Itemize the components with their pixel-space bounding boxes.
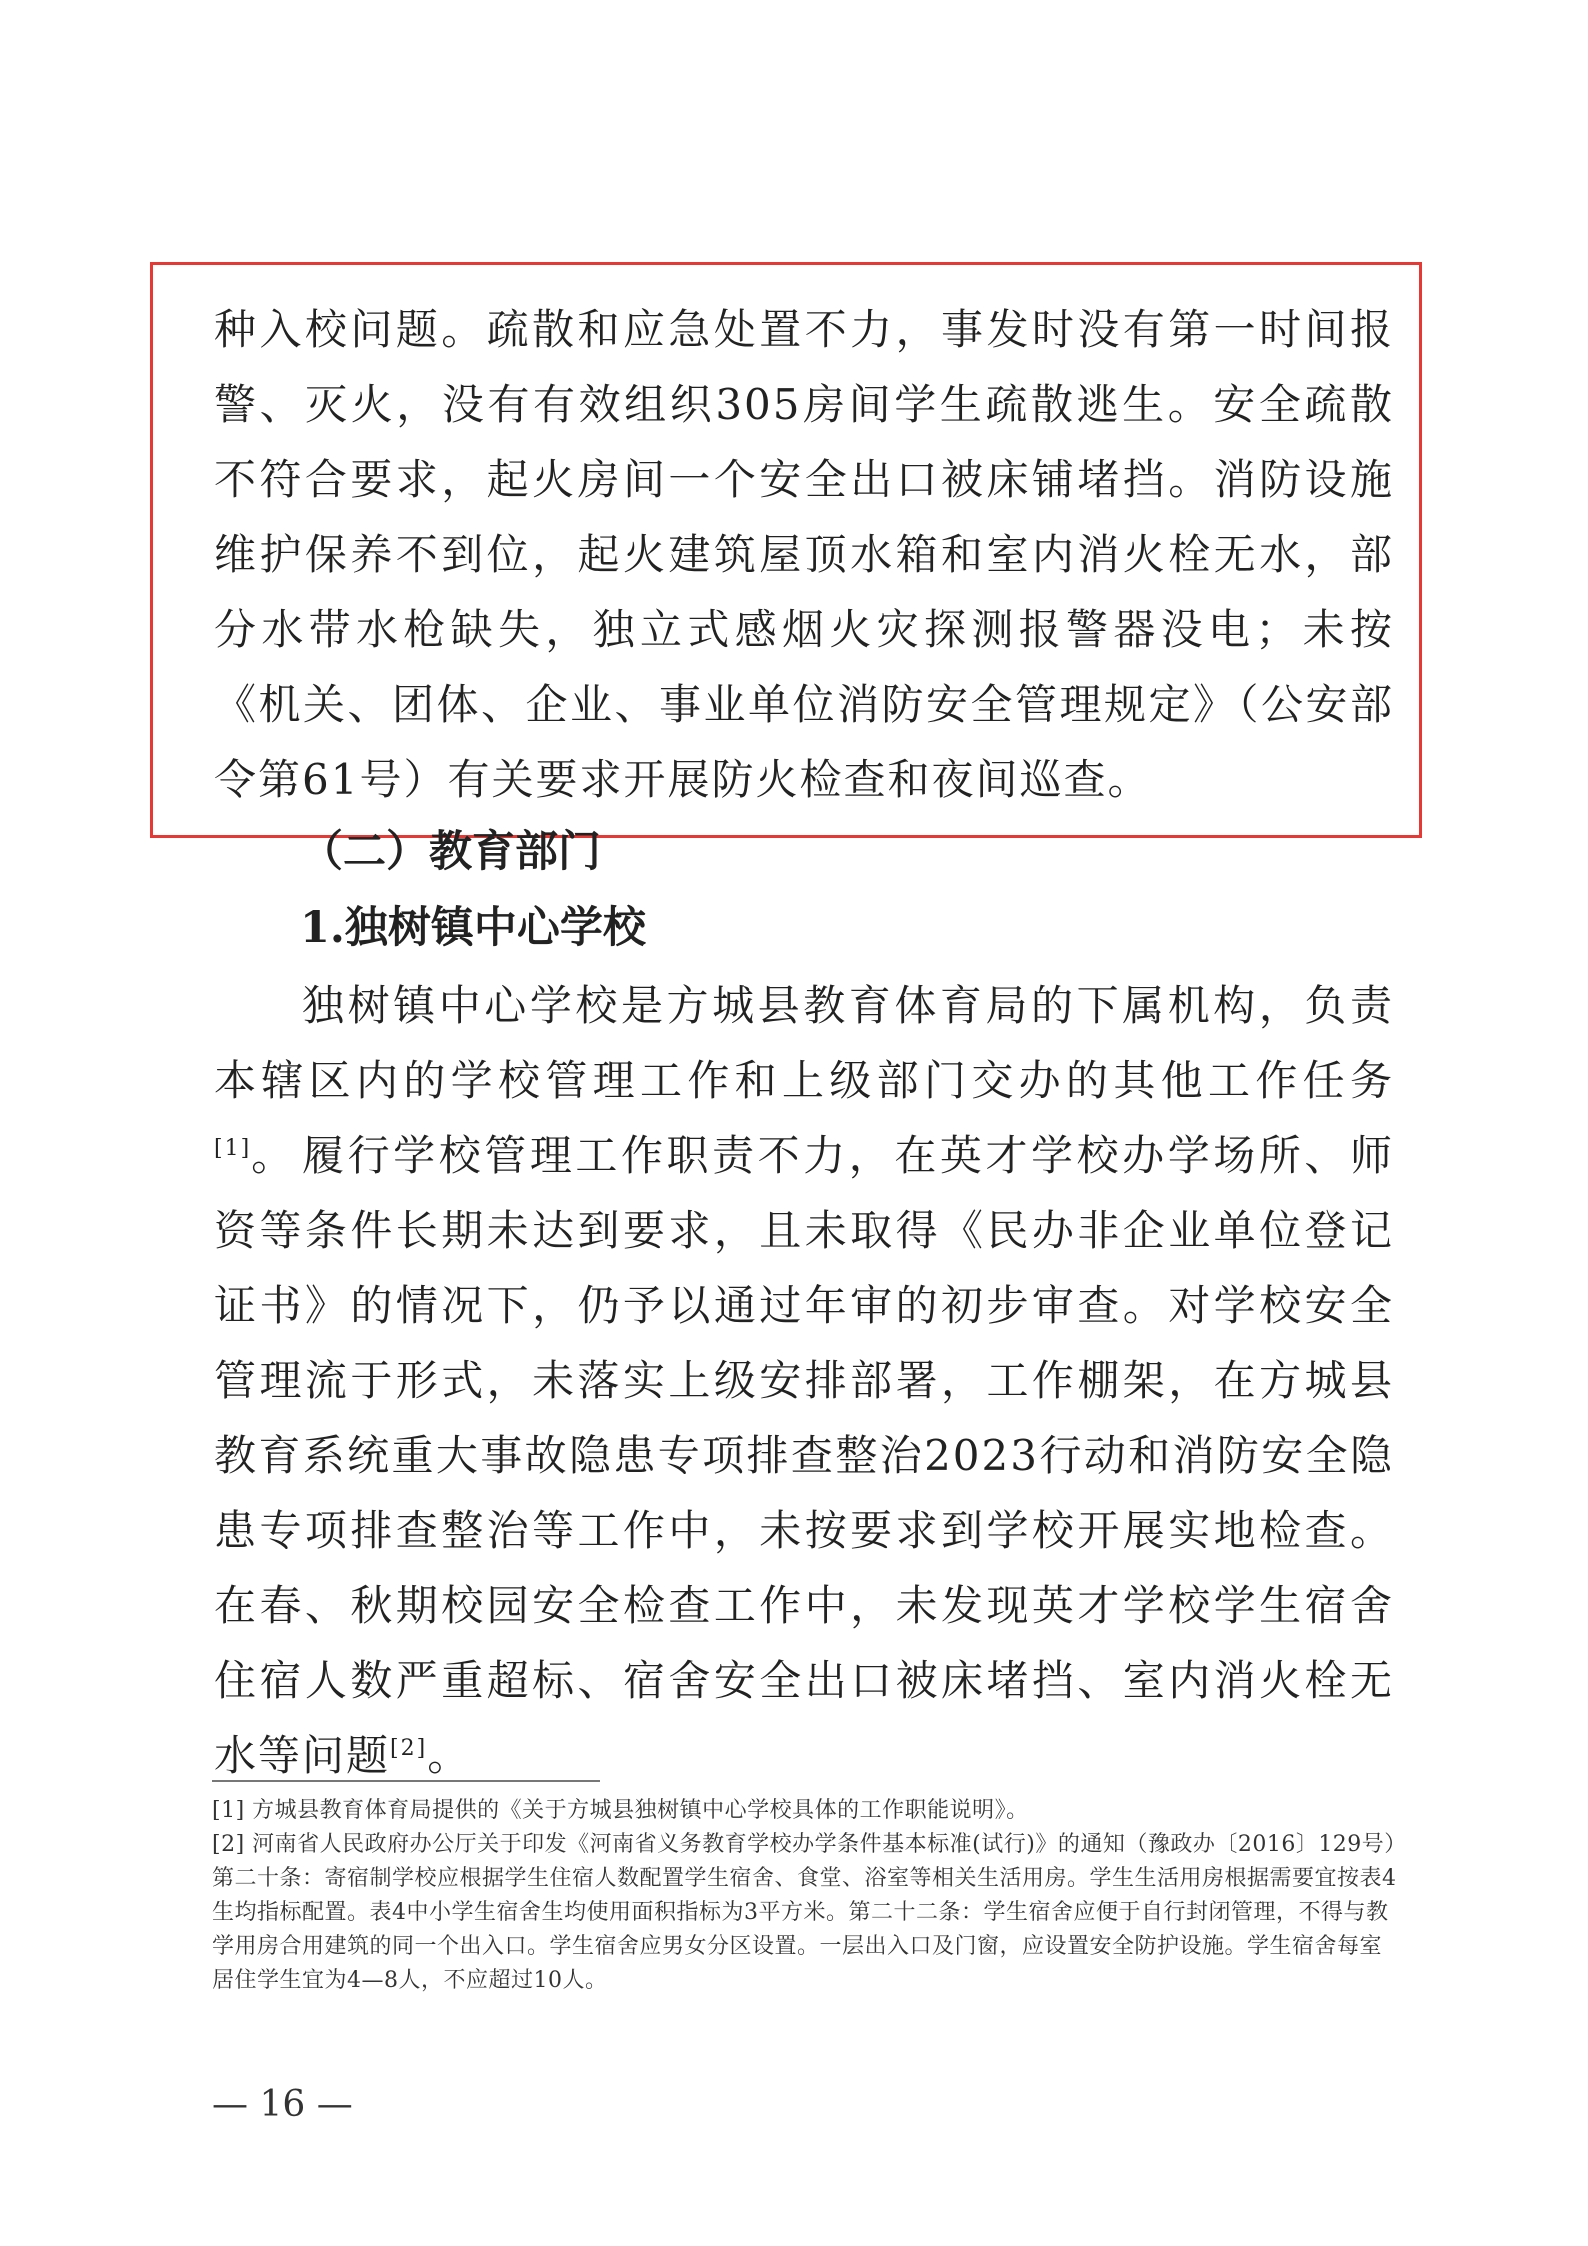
page-number: — 16 — — [212, 2084, 353, 2125]
paragraph-2-text: 履行学校管理工作职责不力，在英才学校办学场所、师资等条件长期未达到要求，且未取得《民办非企业单位登记证书》的情况下，仍予以通过年审的初步审查。对学校安全管理流于形式，未落实上级安排部署，工作棚架，在方城县教育系统重大事故隐患专项排查整治2023行动和消防安全隐患专项排查整治等工作中，未按要求到学校开展实地检查。在春、秋期校园安全检查工作中，未发现英才学校学生宿舍住宿人数严重超标、宿舍安全出口被床堵挡、室内消火栓无水等问题 — [214, 1131, 1394, 1780]
footnote-ref-2: [2] — [390, 1736, 428, 1761]
highlighted-paragraph: 种入校问题。疏散和应急处置不力，事发时没有第一时间报警、灭火，没有有效组织305房间学生疏散逃生。安全疏散不符合要求，起火房间一个安全出口被床铺堵挡。消防设施维护保养不到位，起火建筑屋顶水箱和室内消火栓无水，部分水带水枪缺失，独立式感烟火灾探测报警器没电；未按《机关、团体、企业、事业单位消防安全管理规定》（公安部令第61号）有关要求开展防火检查和夜间巡查。 — [214, 305, 1394, 804]
footnotes — [212, 1794, 1397, 1998]
paragraph-1-text: 独树镇中心学校是方城县教育体育局的下属机构，负责本辖区内的学校管理工作和上级部门交办的其他工作任务 — [214, 981, 1394, 1105]
paragraph-2-end: 。 — [427, 1731, 472, 1780]
paragraph-2 — [214, 1118, 1394, 1793]
footnote-2: [2] 河南省人民政府办公厅关于印发《河南省义务教育学校办学条件基本标准(试行)》的通知（豫政办〔2016〕129号）第二十条：寄宿制学校应根据学生住宿人数配置学生宿舍、食堂、浴室等相关生活用房。学生生活用房根据需要宜按表4生均指标配置。表4中小学生宿舍生均使用面积指标为3平方米。第二十二条：学生宿舍应便于自行封闭管理，不得与教学用房合用建筑的同一个出入口。学生宿舍应男女分区设置。一层出入口及门窗，应设置安全防护设施。学生宿舍每室居住学生宜为4—8人，不应超过10人。 — [212, 1832, 1397, 1993]
footnote-divider — [212, 1780, 600, 1782]
section-heading: （二）教育部门 — [300, 827, 601, 877]
footnote-1: [1] 方城县教育体育局提供的《关于方城县独树镇中心学校具体的工作职能说明》。 — [212, 1798, 1029, 1823]
subsection-heading: 1.独树镇中心学校 — [300, 903, 646, 953]
footnote-ref-1: [1] — [214, 1136, 252, 1161]
paragraph-1-end: 。 — [251, 1131, 296, 1180]
